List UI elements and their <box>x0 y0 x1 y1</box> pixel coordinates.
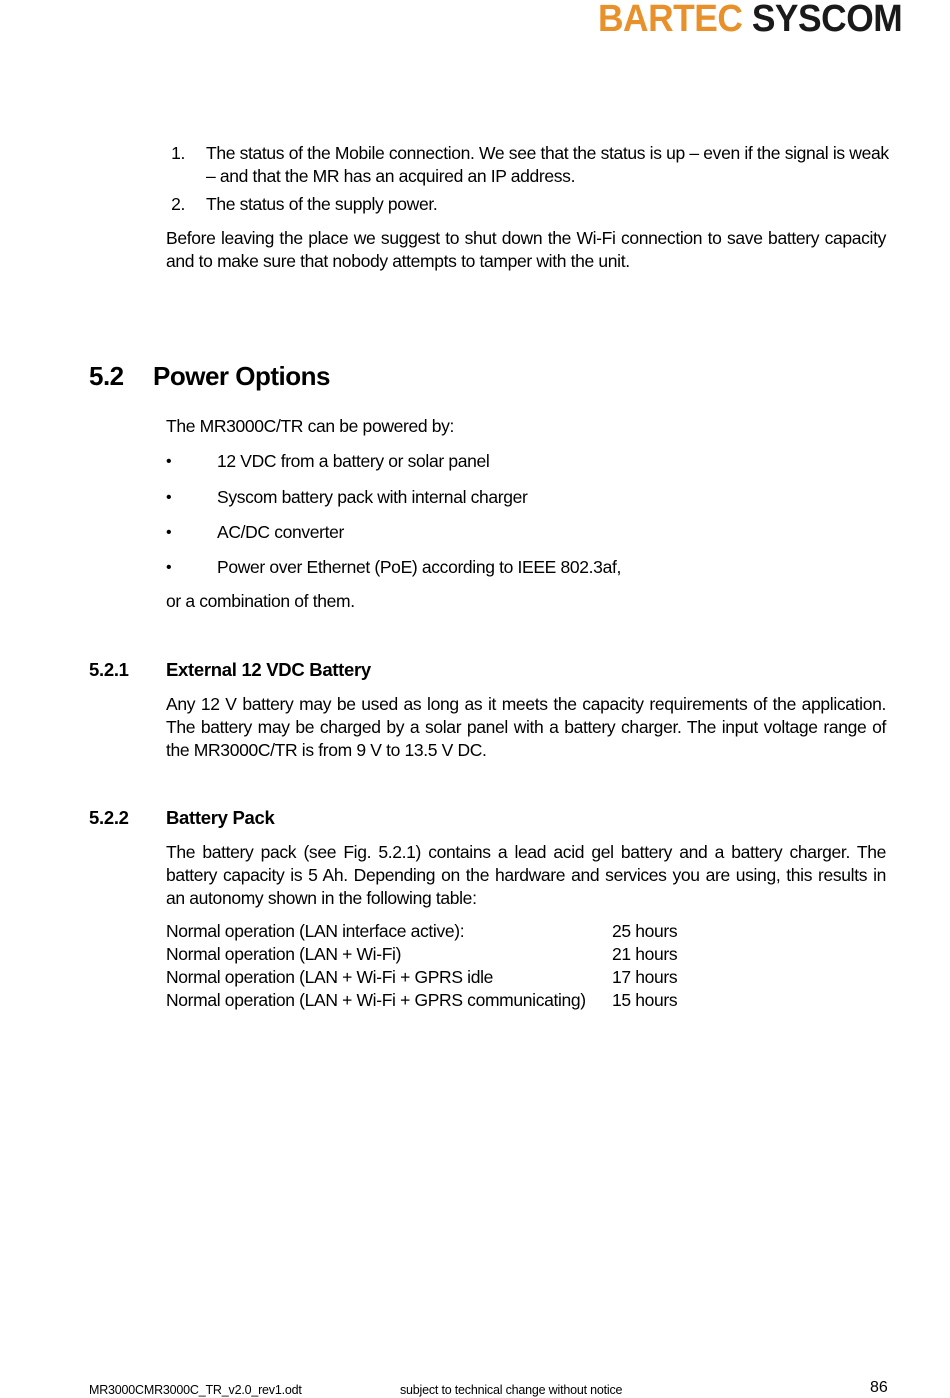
section-lead: The MR3000C/TR can be powered by: <box>166 416 455 436</box>
section-number: 5.2 <box>89 361 124 391</box>
logo-bartec: BARTEC <box>598 0 743 40</box>
bullet-item: Power over Ethernet (PoE) according to IEEE 802.3af, <box>217 557 621 577</box>
list-number: 2. <box>171 194 185 214</box>
table-row-mode: Normal operation (LAN + Wi-Fi + GPRS communicating) <box>166 990 586 1010</box>
section-tail: or a combination of them. <box>166 591 355 611</box>
subsection-title: External 12 VDC Battery <box>166 659 371 680</box>
table-row-mode: Normal operation (LAN + Wi-Fi + GPRS idle <box>166 967 494 987</box>
logo-syscom: SYSCOM <box>751 0 903 40</box>
subsection-number: 5.2.2 <box>89 807 129 828</box>
subsection-body: Any 12 V battery may be used as long as it meets the capacity requirements of the application. The battery may be charged by a solar panel with a battery charger. The input voltage range of the MR3000C/TR is from 9 V to 13.5 V DC. <box>166 694 886 760</box>
intro-paragraph: Before leaving the place we suggest to shut down the Wi-Fi connection to save battery capacity and to make sure that nobody attempts to tamper with the unit. <box>166 228 886 271</box>
page-number: 86 <box>870 1379 888 1396</box>
bullet-item: Syscom battery pack with internal charger <box>217 487 528 507</box>
list-item-text: The status of the supply power. <box>206 194 438 214</box>
section-title: Power Options <box>153 361 330 391</box>
footer-notice: subject to technical change without notice <box>400 1383 623 1397</box>
subsection-title: Battery Pack <box>166 807 275 828</box>
bullet-item: 12 VDC from a battery or solar panel <box>217 451 490 471</box>
subsection-number: 5.2.1 <box>89 659 129 680</box>
list-number: 1. <box>171 143 185 163</box>
list-item-text: The status of the Mobile connection. We see that the status is up – even if the signal is weak <box>206 143 889 163</box>
bullet-dot: • <box>166 453 172 470</box>
bullet-dot: • <box>166 489 172 506</box>
table-row-mode: Normal operation (LAN interface active): <box>166 921 465 941</box>
footer-filename: MR3000CMR3000C_TR_v2.0_rev1.odt <box>89 1383 302 1397</box>
bartec-syscom-logo <box>598 0 902 38</box>
list-item-text-continued: – and that the MR has an acquired an IP address. <box>206 166 576 186</box>
subsection-body: The battery pack (see Fig. 5.2.1) contains a lead acid gel battery and a battery charger. The battery capacity is 5 Ah. Depending on the hardware and services you are using, this results in an autonomy shown in the following table: <box>166 842 886 908</box>
table-row-autonomy: 15 hours <box>612 990 678 1010</box>
table-row-autonomy: 21 hours <box>612 944 678 964</box>
bullet-item: AC/DC converter <box>217 522 345 542</box>
table-row-mode: Normal operation (LAN + Wi-Fi) <box>166 944 402 964</box>
bullet-dot: • <box>166 559 172 576</box>
bullet-dot: • <box>166 524 172 541</box>
table-row-autonomy: 25 hours <box>612 921 678 941</box>
table-row-autonomy: 17 hours <box>612 967 678 987</box>
